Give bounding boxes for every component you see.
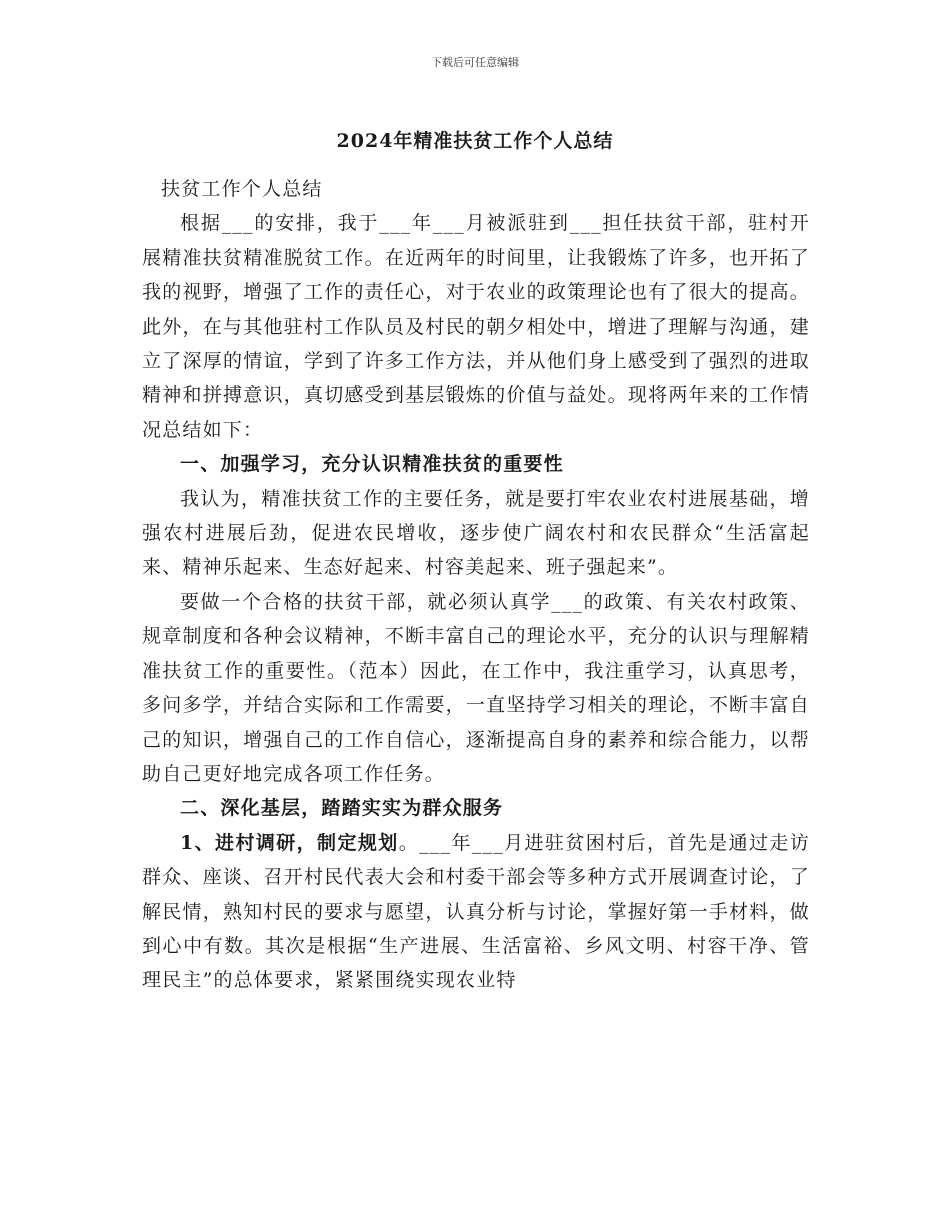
- paragraph-survey-text: 。___年___月进驻贫困村后，首先是通过走访群众、座谈、召开村民代表大会和村委干部会等多种方式开展调查讨论，了解民情，熟知村民的要求与愿望，认真分析与讨论，掌握好第一手材料，做到心中有数。其次是根据“生产进展、生活富裕、乡风文明、村容干净、管理民主”的总体要求，紧紧围绕实现农业特: [142, 831, 810, 992]
- page-header: 下载后可任意编辑: [431, 56, 519, 69]
- paragraph-study: 要做一个合格的扶贫干部，就必须认真学___的政策、有关农村政策、规章制度和各种会议精神，不断丰富自己的理论水平，充分的认识与理解精准扶贫工作的重要性。（范本）因此，在工作中，我注重学习，认真思考，多问多学，并结合实际和工作需要，一直坚持学习相关的理论，不断丰富自己的知识，增强自己的工作自信心，逐渐提高自身的素养和综合能力，以帮助自己更好地完成各项工作任务。: [142, 590, 810, 785]
- section-heading-2: 二、深化基层，踏踏实实为群众服务: [180, 797, 504, 820]
- section-heading-1: 一、加强学习，充分认识精准扶贫的重要性: [180, 453, 564, 476]
- paragraph-survey-lead: 1、进村调研，制定规划: [180, 831, 399, 854]
- document-body: [142, 172, 810, 998]
- paragraph-survey: [142, 826, 810, 998]
- paragraph-task: 我认为，精准扶贫工作的主要任务，就是要打牢农业农村进展基础，增强农村进展后劲，促进农民增收，逐步使广阔农村和农民群众“生活富起来、精神乐起来、生态好起来、村容美起来、班子强起来”。: [142, 487, 810, 579]
- subtitle: 扶贫工作个人总结: [161, 178, 323, 200]
- paragraph-intro: 根据___的安排，我于___年___月被派驻到___担任扶贫干部，驻村开展精准扶贫精准脱贫工作。在近两年的时间里，让我锻炼了许多，也开拓了我的视野，增强了工作的责任心，对于农业的政策理论也有了很大的提高。此外，在与其他驻村工作队员及村民的朝夕相处中，增进了理解与沟通，建立了深厚的情谊，学到了许多工作方法，并从他们身上感受到了强烈的进取精神和拼搏意识，真切感受到基层锻炼的价值与益处。现将两年来的工作情况总结如下：: [142, 212, 810, 441]
- document-title: 2024年精准扶贫工作个人总结: [336, 130, 614, 152]
